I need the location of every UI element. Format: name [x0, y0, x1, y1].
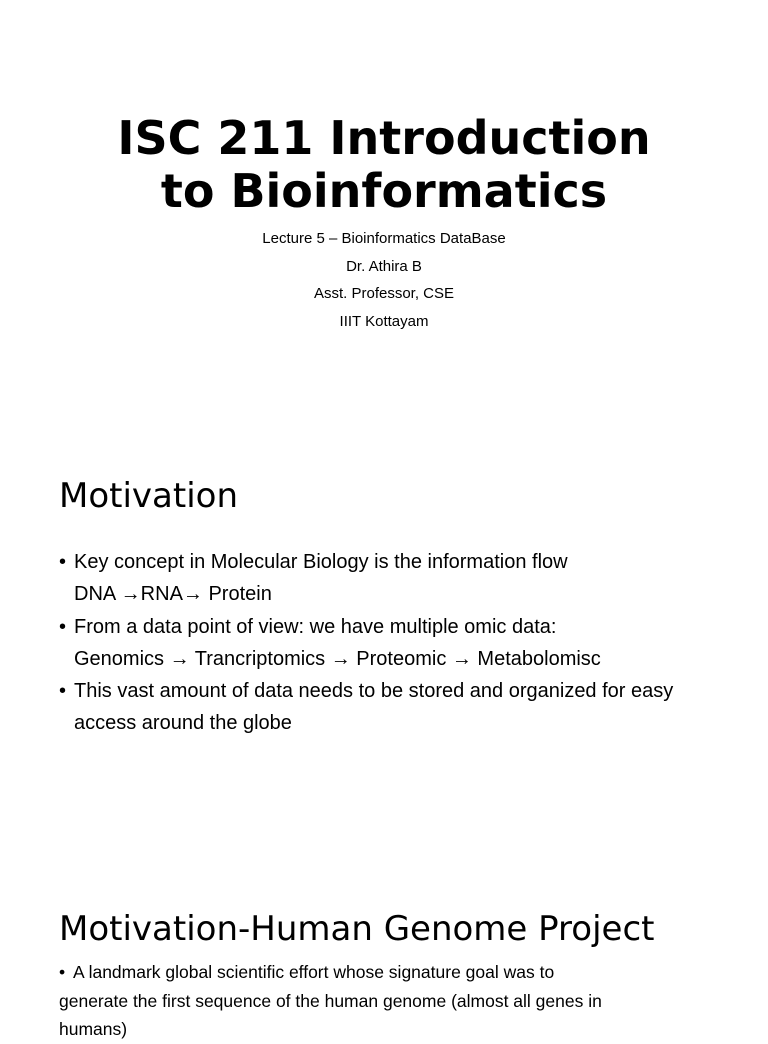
bullet-line-text: A landmark global scientific effort whose signature goal was to [73, 962, 555, 982]
subtitle-block [0, 225, 768, 335]
bullet-item [59, 611, 719, 676]
bullet-list [59, 958, 719, 1044]
instructor-position: Asst. Professor, CSE [313, 285, 455, 302]
motivation-slide [0, 432, 768, 864]
bullet-line: humans) [59, 1019, 128, 1039]
bullet-item [59, 958, 719, 1044]
institution-name: IIIT Kottayam [339, 312, 429, 330]
lecture-subtitle: Lecture 5 – Bioinformatics DataBase [262, 230, 506, 247]
bullet-dot: • [59, 962, 66, 982]
bullet-line: DNA →RNA→ Protein [74, 583, 272, 606]
bullet-line: Genomics → Trancriptomics → Proteomic → Metabolomisc [74, 647, 601, 670]
human-genome-project-slide [0, 864, 768, 1039]
instructor-name: Dr. Athira B [346, 257, 422, 275]
slide-heading: Motivation-Human Genome Project [59, 909, 655, 949]
bullet-line [59, 962, 554, 982]
bullet-line: access around the globe [74, 712, 292, 735]
bullet-item [59, 546, 719, 611]
deck-title-line: ISC 211 Introduction [117, 111, 651, 165]
slide-heading: Motivation [59, 476, 238, 516]
title-slide [0, 0, 768, 432]
bullet-line: • Key concept in Molecular Biology is the information flow [74, 551, 568, 573]
deck-title [0, 112, 768, 218]
bullet-list [59, 546, 719, 740]
deck-title-line: to Bioinformatics [160, 164, 608, 218]
bullet-item [59, 675, 719, 740]
bullet-line: generate the first sequence of the human genome (almost all genes in [59, 990, 602, 1011]
bullet-line: • This vast amount of data needs to be stored and organized for easy [74, 680, 674, 703]
bullet-line: • From a data point of view: we have multiple omic data: [74, 615, 557, 638]
